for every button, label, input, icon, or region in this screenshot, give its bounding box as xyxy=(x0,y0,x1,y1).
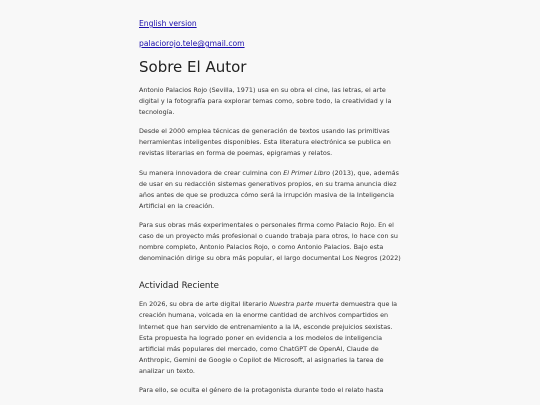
activity-paragraph-2: Para ello, se oculta el género de la protagonista durante todo el relato hasta xyxy=(139,385,384,394)
about-paragraph-2: Desde el 2000 emplea técnicas de generación de textos usando las primitivas herramientas inteligentes disponibles. Esta literatura electrónica se publica en revistas literarias en forma de poemas, epigramas y relatos. xyxy=(139,127,391,158)
page-title: Sobre El Autor xyxy=(139,58,247,76)
about-paragraph-1: Antonio Palacios Rojo (Sevilla, 1971) usa en su obra el cine, las letras, el arte digital y la fotografía para explorar temas como, sobre todo, la creatividad y la tecnología. xyxy=(139,86,392,117)
book-title-el-primer-libro: El Primer Libro xyxy=(283,168,331,177)
about-paragraph-3-text-b: (2013), que, además de usar en su redacción sistemas generativos propios, en su trama anuncia diez años antes de que se produzca cómo será la irrupción masiva de la Inteligencia Artificial en la creación. xyxy=(139,168,399,210)
activity-paragraph-1-text-a: En 2026, su obra de arte digital literario xyxy=(139,300,270,309)
about-paragraph-3-text-a: Su manera innovadora de crear culmina con xyxy=(139,168,284,177)
article-body xyxy=(139,85,401,404)
activity-paragraph-1-text-b: demuestra que la creación humana, volcada en la enorme cantidad de archivos compartidos en Internet que han servido de entrenamiento a la IA, esconde prejuicios sexistas. Esta propuesta ha logrado poner en evidencia a los modelos de inteligencia artificial más populares del mercado, como ChatGPT de OpenAI, Claude de Anthropic, Gemini de Google o Copilot de Microsoft, al asignarles la tarea de analizar un texto. xyxy=(139,300,398,375)
section-heading-activity: Actividad Reciente xyxy=(139,281,219,292)
about-paragraph-3 xyxy=(139,168,401,212)
about-paragraph-4: Para sus obras más experimentales o personales firma como Palacio Rojo. En el caso de un proyecto más profesional o cuando trabaja para otros, lo hace con su nombre completo, Antonio Palacios Rojo, o como Antonio Palacios. Bajo esta denominación dirige su obra más popular, el largo documental Los Negros (2022) xyxy=(139,220,401,263)
email-link[interactable]: palaciorojo.tele@gmail.com xyxy=(139,39,245,48)
page-content xyxy=(139,0,401,405)
work-title-nuestra-parte-muerta: Nuestra parte muerta xyxy=(269,300,339,309)
english-version-link[interactable]: English version xyxy=(139,19,197,28)
activity-paragraph-1 xyxy=(139,299,401,377)
